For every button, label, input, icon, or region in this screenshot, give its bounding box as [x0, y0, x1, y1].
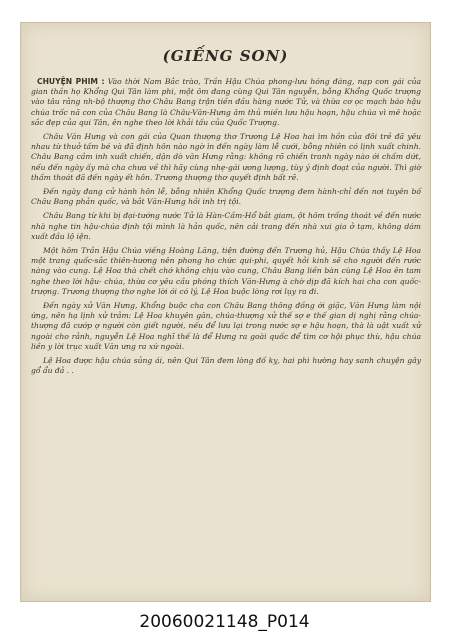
paragraph-4: Châu Bang từ khi bị đại-tướng nước Tử là Hàn-Cầm-Hổ bắt giam, ột hôm trống thoát về đến nước nhà nghe tin hậu-chúa định tội mình là hản quốc, nên cải trang đến nhà xui gia ở tạm, không dám xuất đầu lộ iện.: [31, 211, 421, 241]
document-title: (GIẾNG SON): [162, 47, 289, 65]
lead-label: CHUYỆN PHIM :: [37, 77, 105, 86]
paragraph-2: Châu Văn Hưng và con gái của Quan thượng thơ Trương Lệ Hoa hai ìm hồn của đôi trẻ đã yêu nhau từ thuở tấm bé và đã định hôn nào ngờ ìn đến ngày làm lễ cưới, bỗng nhiên có lịnh xuất chinh. Châu Bang cầm inh xuất chiến, dặn dò văn Hưng rằng: không rõ chiến tranh ngày nào ới chấm dứt, nếu đến ngày ấy mà cha chưa về thì hãy cùng nhẹ-gái ương lượng, tùy ý định đoạt của người. Thì giờ thấm thoát đã đến ngày ết hôn. Trương thượng thơ quyết định bất rẽ.: [31, 132, 421, 182]
paragraph-7: Lệ Hoa được hậu chúa sủng ái, nên Qui Tân đem lòng đố kỵ, hai phi hường hay sanh chuyện gây gổ ẩu đả . .: [31, 356, 421, 376]
paragraph-text: Vào thời Nam Bắc trào, Trần Hậu Chúa phong-lưu hóng đáng, nạp con gái của gian thần họ Khổng Qui Tân làm phi, một ôm đang cùng Qui Tân nguyễn, bỗng Khổng Quốc trượng vào tâu rằng nh-bộ thượng thơ Châu Bang trận tiền đầu hàng nước Tử, và thừa cơ ọc mạch báo hậu chúa trốc nã con của Châu Bang là Châu-Văn-Hưng âm thủ miền lưu hậu hoạn, hậu chúa vì mê hoặc sắc đẹp của qui Tân, ên nghe theo lời khải tấu của Quốc Trượng.: [31, 77, 421, 127]
paragraph-6: Đến ngày xử Văn Hưng, Khổng buộc cha con Châu Bang thông đồng ới giặc, Văn Hưng làm nội ứng, nên hạ lịnh xử trảm: Lệ Hoa khuyên găn, chúa-thượng xử thế sợ e thế gian dị nghị rằng chúa-thượng đã cướp ợ người còn giết người, nếu để lưu lại trong nước sợ e hậu hoạn, thà là uật xuất xử ngoài cho rảnh, nguyễn Lệ Hoa nghĩ thế là để Hưng ra goài quốc để tìm cơ hội phục thù, hậu chúa liền y lời trục xuất Văn ưng ra xứ ngoài.: [31, 301, 421, 351]
paragraph-5: Một hôm Trần Hậu Chúa viếng Hoàng Lăng, tiện đường đến Trương hủ, Hậu Chúa thấy Lệ Hoa một trang quốc-sắc thiên-hương nên phong ho chức qui-phi, quyết hỏi kinh sẽ cho người đến rước nàng vào cung. Lệ Hoa thà chết chớ không chịu vào cung, Châu Bang liền bàn cùng Lệ Hoa ên tam nghe theo lời hậu- chúa, thừa cơ yêu cầu phóng thích Văn-Hưng à chờ dịp đã kích hai cha con quốc-trượng. Trương thượng thơ nghe lời ói có lý, Lệ Hoa buộc lòng rơi lụy ra đi.: [31, 246, 421, 296]
paragraph-1: [31, 77, 421, 128]
document-body: [31, 77, 421, 380]
scanned-page: [20, 22, 431, 602]
paragraph-3: Đến ngày đang cử hành hôn lễ, bỗng nhiên Khổng Quốc trượng đem hành-chỉ đến nơi tuyên bố Châu Bang phản quốc, và bắt Văn-Hưng hồi inh trị tội.: [31, 187, 421, 207]
image-caption: 20060021148_P014: [139, 612, 310, 632]
